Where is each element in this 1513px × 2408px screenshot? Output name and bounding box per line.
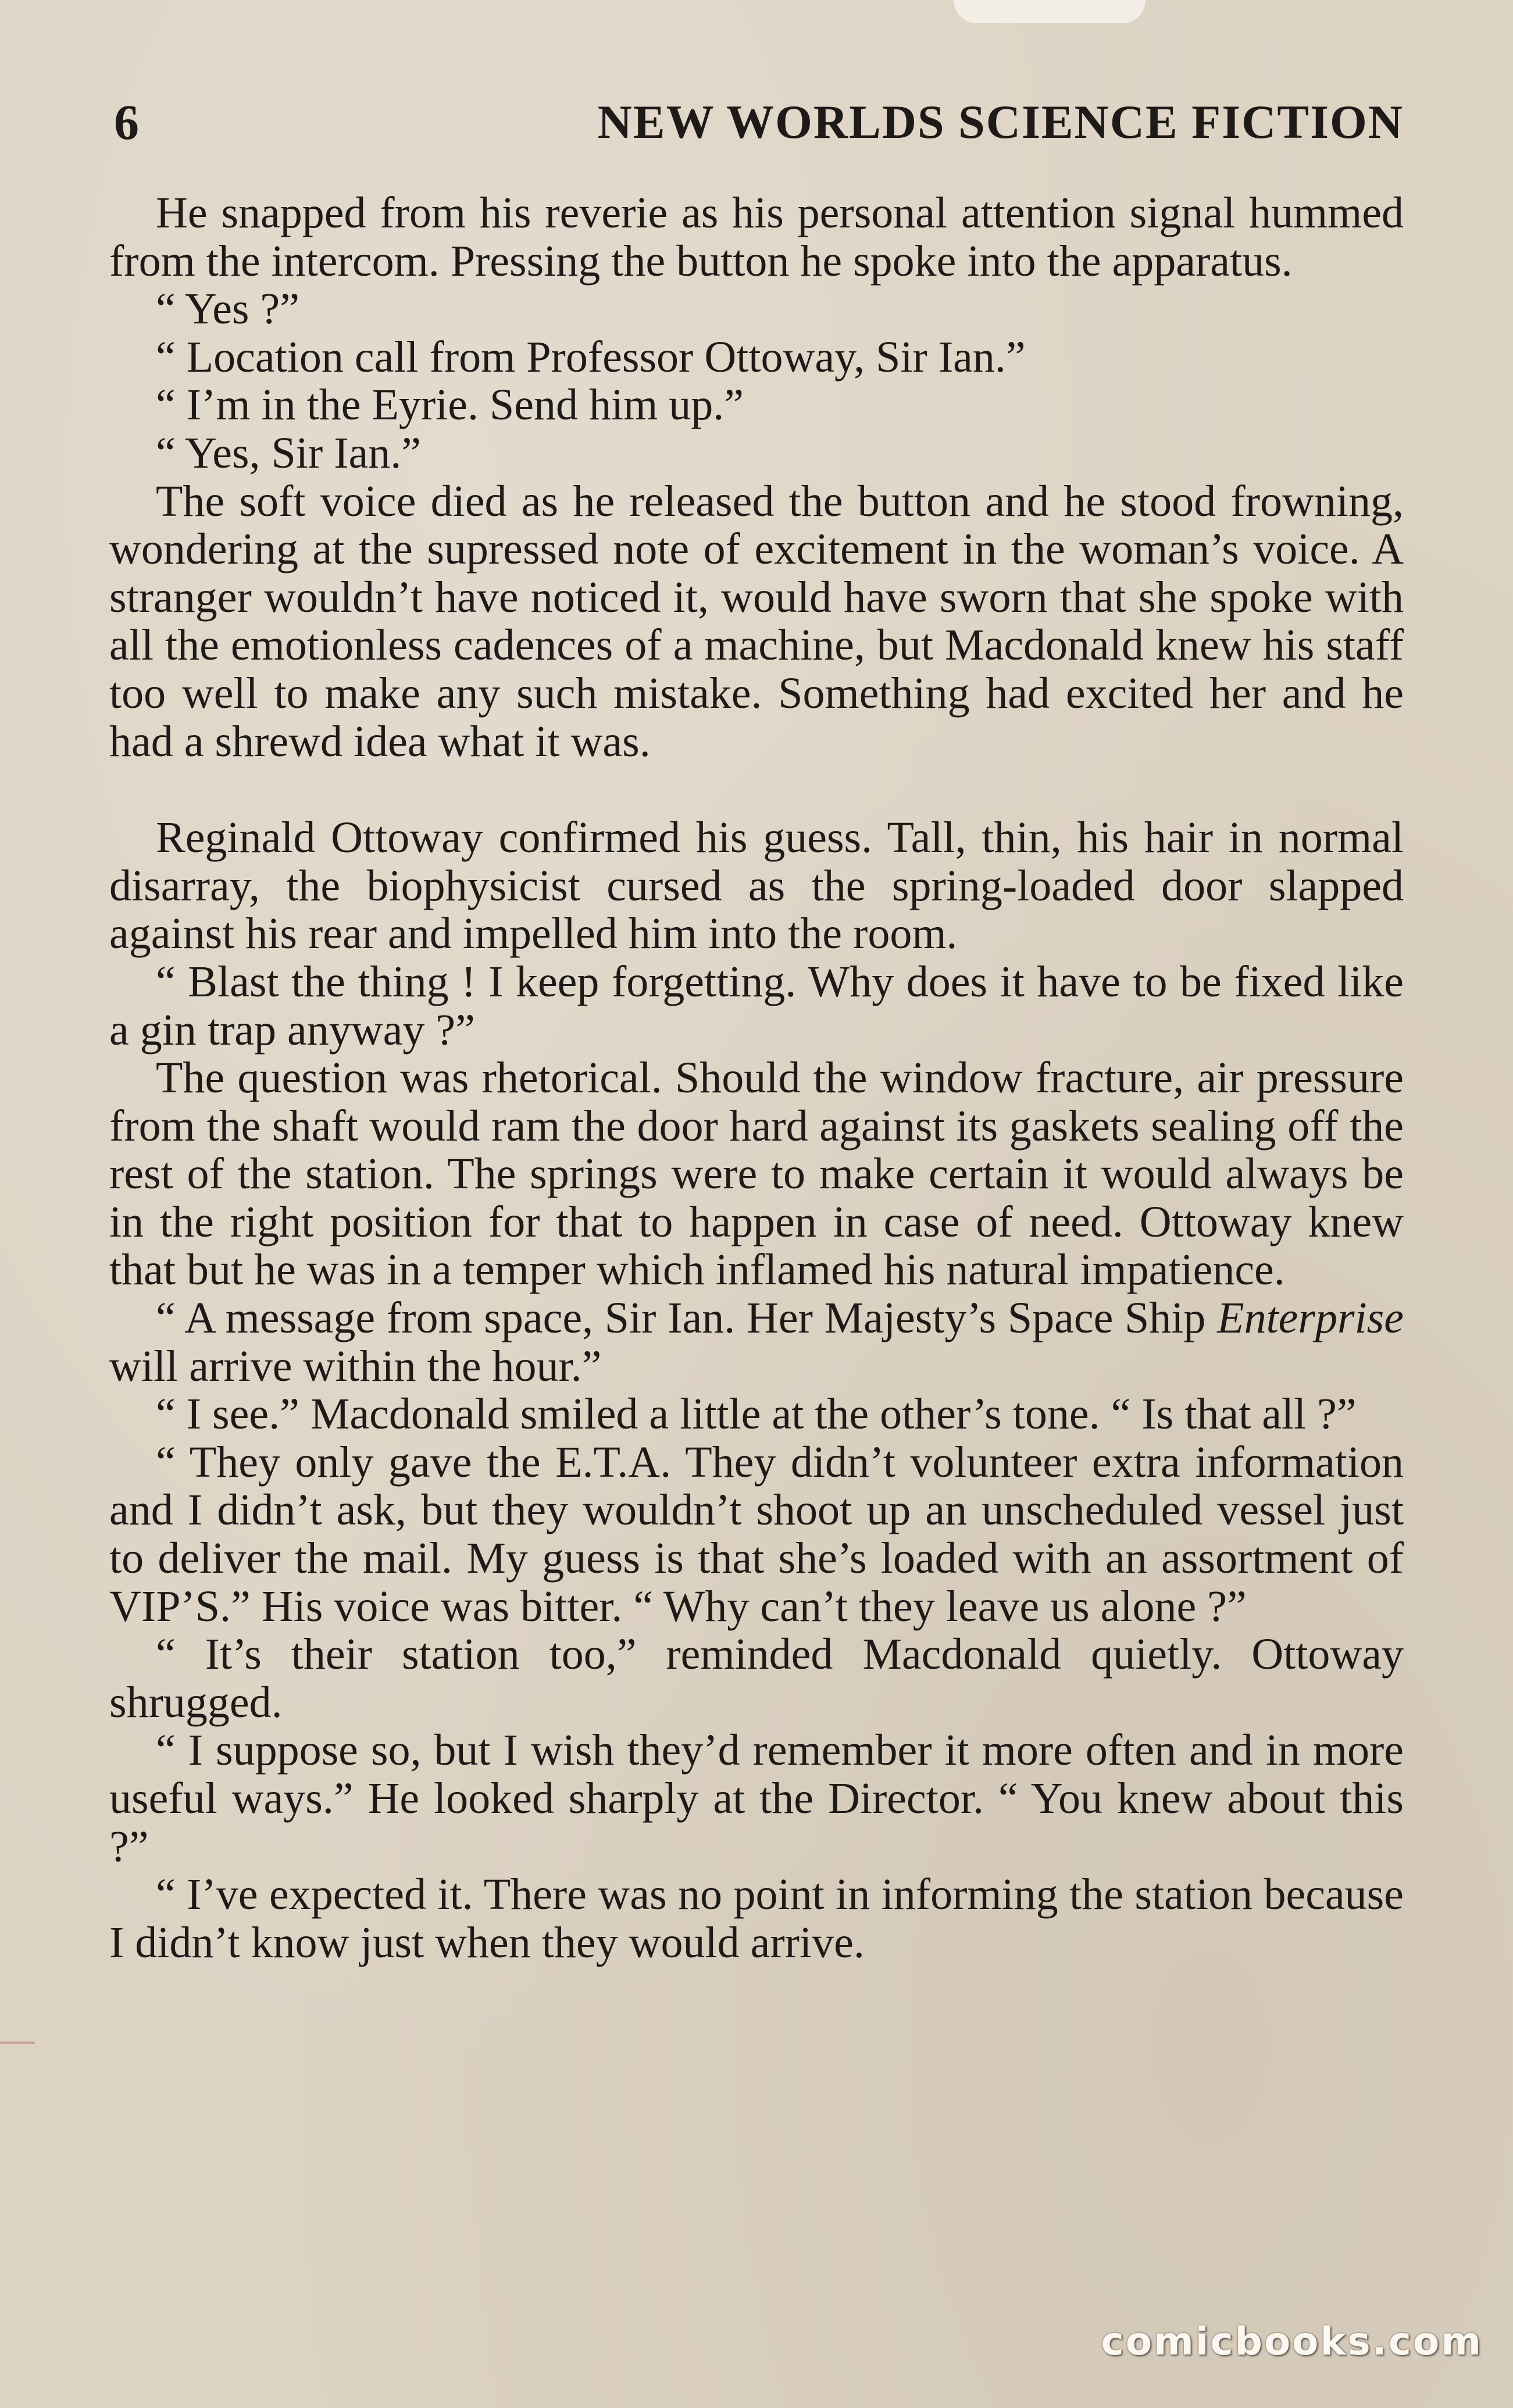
paragraph: “ I see.” Macdonald smiled a little at the other’s tone. “ Is that all ?”: [156, 1390, 1357, 1439]
paragraph: “ I’ve expected it. There was no point in informing the station because I didn’t know just when they would arrive.: [109, 1870, 1404, 1967]
paragraph-text: will arrive within the hour.”: [109, 1341, 602, 1391]
paragraph: The question was rhetorical. Should the window fracture, air pressure from the shaft would ram the door hard against its gaskets sealing off the rest of the station. The springs were to make certain it would always be in the right position for that to happen in case of need. Ottoway knew that but he was in a temper which inflamed his natural impatience.: [109, 1053, 1404, 1295]
ship-name: Enterprise: [1217, 1294, 1404, 1343]
paragraph: “ I suppose so, but I wish they’d remember it more often and in more useful ways.” He looked sharply at the Director. “ You knew about this ?”: [109, 1726, 1404, 1871]
page-header: [114, 87, 1404, 157]
page-number: 6: [114, 94, 139, 150]
paragraph: “ Yes ?”: [156, 284, 299, 334]
running-head: NEW WORLDS SCIENCE FICTION: [597, 95, 1404, 148]
paragraph: [109, 1294, 1404, 1390]
paragraph: He snapped from his reverie as his personal attention signal hummed from the intercom. Pressing the button he spoke into the apparatus.: [109, 188, 1404, 286]
paragraph: “ Yes, Sir Ian.”: [156, 428, 421, 478]
scan-mark: [0, 2042, 35, 2044]
paragraph: “ It’s their station too,” reminded Macdonald quietly. Ottoway shrugged.: [109, 1630, 1404, 1727]
paragraph: “ Location call from Professor Ottoway, Sir Ian.”: [156, 332, 1026, 382]
watermark-logo: comicbooks.com: [1101, 2319, 1483, 2364]
paragraph: “ I’m in the Eyrie. Send him up.”: [156, 380, 744, 430]
torn-page-edge: [954, 0, 1146, 23]
section-break: [109, 765, 1404, 814]
paragraph: “ They only gave the E.T.A. They didn’t volunteer extra information and I didn’t ask, but they wouldn’t shoot up an unscheduled vessel just to deliver the mail. My guess is that she’s loaded with an assortment of VIP’S.” His voice was bitter. “ Why can’t they leave us alone ?”: [109, 1437, 1404, 1631]
paragraph: “ Blast the thing ! I keep forgetting. Why does it have to be fixed like a gin trap anyway ?”: [109, 957, 1404, 1055]
paragraph: The soft voice died as he released the button and he stood frowning, wondering at the supressed note of excitement in the woman’s voice. A stranger wouldn’t have noticed it, would have sworn that she spoke with all the emotionless cadences of a machine, but Macdonald knew his staff too well to make any such mistake. Something had excited her and he had a shrewd idea what it was.: [109, 476, 1404, 766]
paragraph: Reginald Ottoway confirmed his guess. Tall, thin, his hair in normal disarray, the biophysicist cursed as the spring-loaded door slapped against his rear and impelled him into the room.: [109, 813, 1404, 959]
body-text: [109, 189, 1404, 1967]
paragraph-text: “ A message from space, Sir Ian. Her Majesty’s Space Ship: [156, 1294, 1218, 1343]
